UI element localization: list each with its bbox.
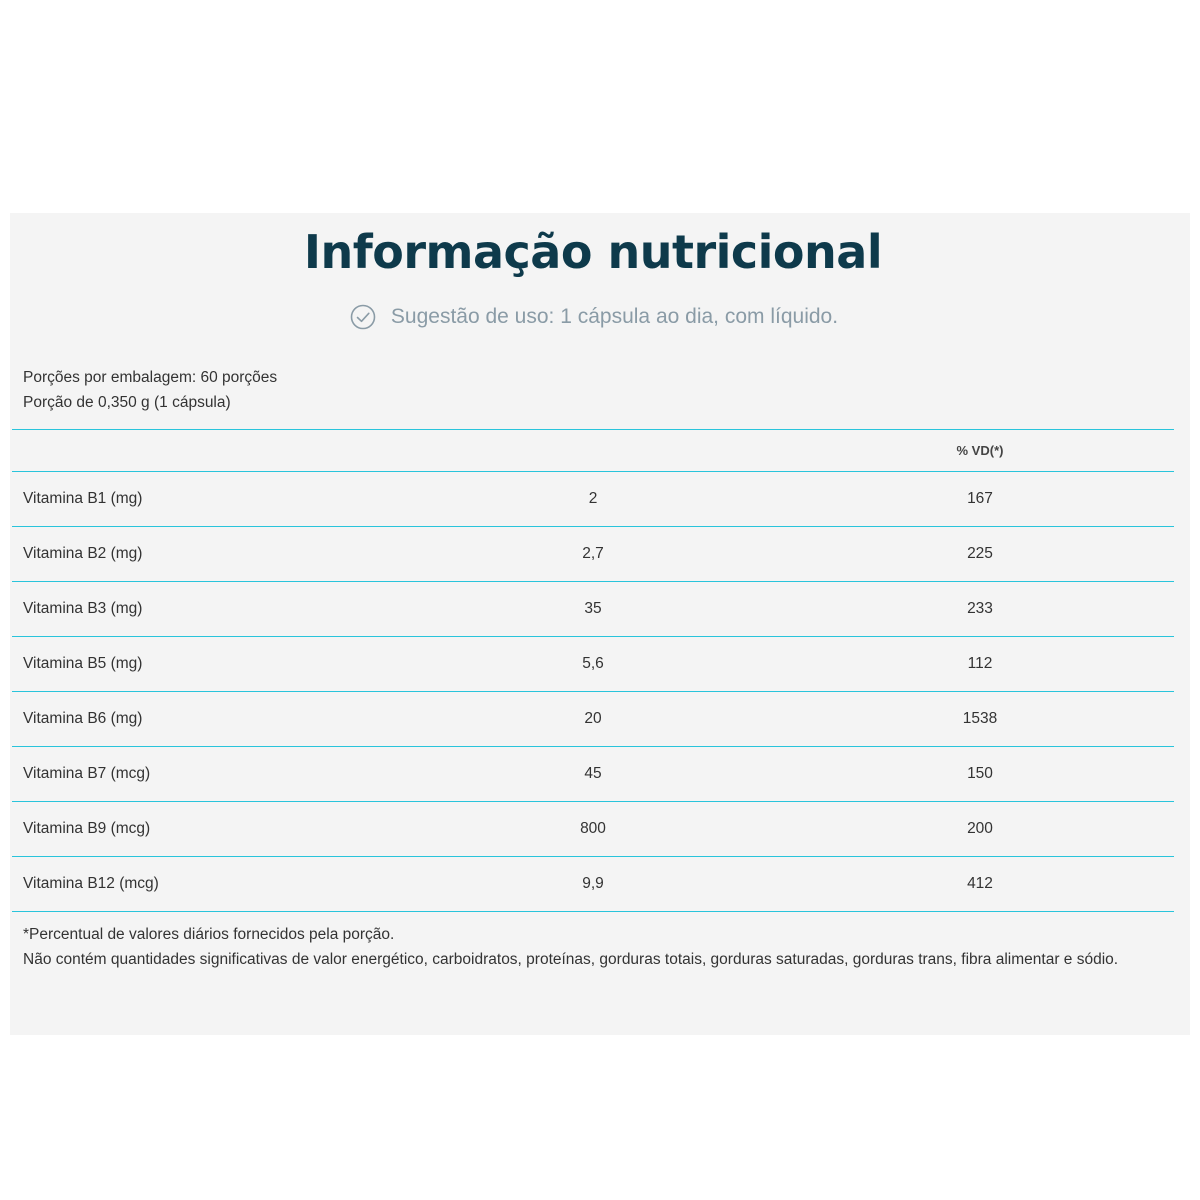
nutrient-vd: 225 <box>967 545 993 562</box>
check-circle-icon <box>350 304 376 330</box>
nutrition-table <box>12 429 1174 912</box>
table-row <box>12 471 1174 526</box>
table-row <box>12 691 1174 746</box>
nutrient-amount: 20 <box>584 710 602 727</box>
nutrient-name: Vitamina B6 (mg) <box>23 710 143 727</box>
nutrient-amount: 800 <box>580 820 606 837</box>
table-row <box>12 526 1174 581</box>
portions-per-package: Porções por embalagem: 60 porções <box>23 369 278 386</box>
table-row <box>12 581 1174 636</box>
nutrient-name: Vitamina B9 (mcg) <box>23 820 151 837</box>
nutrient-amount: 2,7 <box>582 545 604 562</box>
footnote-daily-values: *Percentual de valores diários fornecidos pela porção. <box>23 926 395 943</box>
portion-size: Porção de 0,350 g (1 cápsula) <box>23 393 231 411</box>
footnotes <box>23 922 1163 972</box>
portions-info <box>23 366 277 415</box>
nutrient-amount: 45 <box>584 765 602 782</box>
table-row <box>12 856 1174 912</box>
nutrient-name: Vitamina B5 (mg) <box>23 655 143 672</box>
nutrient-vd: 200 <box>967 820 993 837</box>
nutrient-vd: 412 <box>967 875 993 892</box>
nutrient-vd: 1538 <box>962 710 998 727</box>
column-header-vd: % VD(*) <box>956 443 1004 458</box>
nutrient-name: Vitamina B1 (mg) <box>23 490 143 507</box>
nutrient-amount: 2 <box>588 490 598 507</box>
nutrient-amount: 5,6 <box>582 655 604 672</box>
usage-suggestion <box>0 300 1188 334</box>
table-row <box>12 636 1174 691</box>
nutrient-name: Vitamina B7 (mcg) <box>23 765 151 782</box>
nutrient-amount: 35 <box>584 600 602 617</box>
nutrient-name: Vitamina B12 (mcg) <box>23 875 159 892</box>
nutrient-vd: 150 <box>967 765 993 782</box>
nutrient-name: Vitamina B2 (mg) <box>23 545 143 562</box>
nutrient-vd: 233 <box>967 600 993 617</box>
nutrient-vd: 167 <box>967 490 993 507</box>
table-row <box>12 746 1174 801</box>
table-header-row <box>12 429 1174 471</box>
nutrient-vd: 112 <box>967 655 993 672</box>
footnote-not-significant: Não contém quantidades significativas de valor energético, carboidratos, proteínas, gorduras totais, gorduras saturadas, gorduras trans, fibra alimentar e sódio. <box>23 951 1119 968</box>
nutrient-amount: 9,9 <box>582 875 604 892</box>
table-row <box>12 801 1174 856</box>
column-header-amount <box>543 430 643 471</box>
page-title: Informação nutricional <box>303 225 883 279</box>
usage-suggestion-text: Sugestão de uso: 1 cápsula ao dia, com líquido. <box>390 305 839 328</box>
nutrient-name: Vitamina B3 (mg) <box>23 600 143 617</box>
